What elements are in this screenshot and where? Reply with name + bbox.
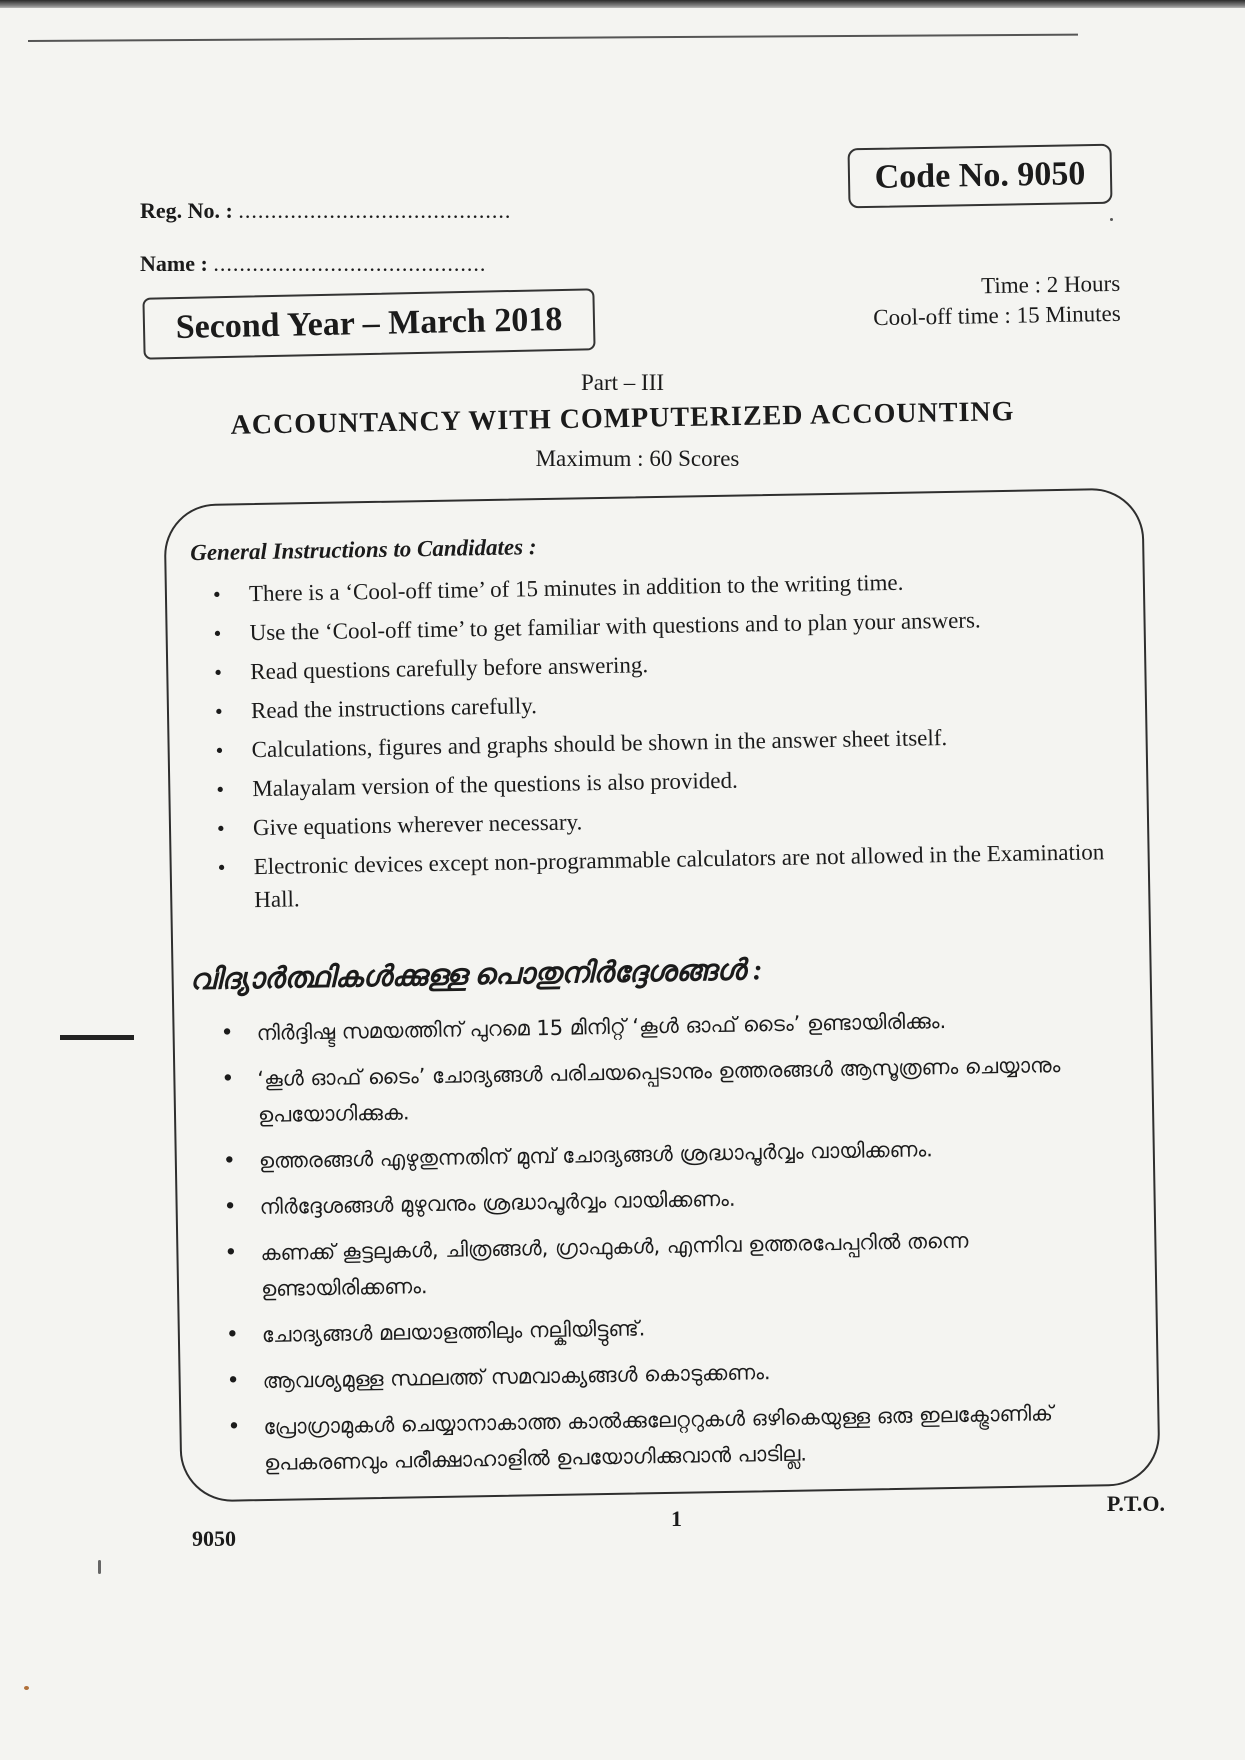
name-dots: .......................................... (213, 251, 487, 276)
name-label: Name : (140, 251, 208, 276)
instruction-item: • Use the ‘Cool-off time’ to get familiar with questions and to plan your answers. (207, 601, 1107, 650)
malayalam-item: • ‘കൂൾ ഓഫ് ടൈം’ ചോദ്യങ്ങൾ പരിചയപ്പെടാനും ഉത്തരങ്ങൾ ആസൂത്രണം ചെയ്യാനും ഉപയോഗിക്കുക. (215, 1046, 1116, 1134)
instruction-item: • Read questions carefully before answering. (208, 640, 1108, 689)
instruction-item: • Malayalam version of the questions is also provided. (210, 757, 1110, 806)
time-info (872, 269, 1120, 333)
malayalam-item: • കണക്ക് കൂട്ടലുകൾ, ചിത്രങ്ങൾ, ഗ്രാഫുകൾ, എന്നിവ ഉത്തരപേപ്പറിൽ തന്നെ ഉണ്ടായിരിക്കണം. (218, 1220, 1119, 1308)
instruction-item: • Give equations wherever necessary. (211, 796, 1111, 845)
instruction-item: • Read the instructions carefully. (209, 679, 1109, 728)
malayalam-list (214, 1000, 1122, 1492)
instruction-item: • Calculations, figures and graphs should be shown in the answer sheet itself. (209, 718, 1109, 767)
name-field (140, 251, 486, 277)
malayalam-item: • നിർദ്ദിഷ്ട സമയത്തിന് പുറമെ 15 മിനിറ്റ് ‘കൂൾ ഓഫ് ടൈം’ ഉണ്ടായിരിക്കും. (214, 1000, 1114, 1052)
malayalam-heading: വിദ്യാർത്ഥികൾക്കുള്ള പൊതുനിർദ്ദേശങ്ങൾ : (189, 954, 763, 997)
reg-no-label: Reg. No. : (140, 198, 233, 223)
time-text: Time : 2 Hours (980, 270, 1120, 299)
exam-page (0, 8, 1245, 1760)
scan-speck (1110, 218, 1113, 221)
scan-speck (98, 1560, 101, 1574)
malayalam-item: • ഉത്തരങ്ങൾ എഴുതുന്നതിന് മുമ്പ് ചോദ്യങ്ങൾ ശ്രദ്ധാപൂർവ്വം വായിക്കണം. (217, 1128, 1117, 1180)
malayalam-item: • പ്രോഗ്രാമുകൾ ചെയ്യാനാകാത്ത കാൽക്കുലേറ്ററുകൾ ഒഴികെയുള്ള ഒരു ഇലക്ട്രോണിക് ഉപകരണവും പരീക്ഷാഹാളിൽ ഉപയോഗിക്കുവാൻ പാടില്ല. (221, 1394, 1122, 1482)
part-label: Part – III (580, 370, 665, 395)
instructions-heading: General Instructions to Candidates : (189, 534, 537, 566)
page-number: 1 (671, 1506, 682, 1531)
cool-off-text: Cool-off time : 15 Minutes (872, 300, 1121, 331)
reg-no-field (140, 198, 511, 224)
exam-session-box: Second Year – March 2018 (142, 288, 595, 359)
subject-title: ACCOUNTANCY WITH COMPUTERIZED ACCOUNTING (230, 396, 1015, 441)
margin-mark (60, 1035, 134, 1040)
footer-code: 9050 (192, 1526, 236, 1551)
malayalam-item: • ആവശ്യമുള്ള സ്ഥലത്ത് സമവാക്യങ്ങൾ കൊടുക്കണം. (220, 1348, 1120, 1400)
scan-speck (24, 1686, 29, 1690)
instructions-box (163, 488, 1160, 1503)
instruction-item: • There is a ‘Cool-off time’ of 15 minutes in addition to the writing time. (207, 562, 1107, 611)
malayalam-item: • നിർദ്ദേശങ്ങൾ മുഴുവനും ശ്രദ്ധാപൂർവ്വം വായിക്കണം. (217, 1174, 1117, 1226)
reg-no-dots: .......................................... (238, 198, 512, 223)
pto-label: P.T.O. (1106, 1491, 1165, 1516)
code-number-box: Code No. 9050 (847, 144, 1112, 209)
max-scores: Maximum : 60 Scores (535, 446, 740, 471)
top-rule (28, 34, 1078, 42)
instruction-item: • Electronic devices except non-programmable calculators are not allowed in the Examination Hall. (211, 835, 1112, 917)
instructions-list (207, 562, 1113, 923)
malayalam-item: • ചോദ്യങ്ങൾ മലയാളത്തിലും നല്കിയിട്ടുണ്ട്. (220, 1302, 1120, 1354)
